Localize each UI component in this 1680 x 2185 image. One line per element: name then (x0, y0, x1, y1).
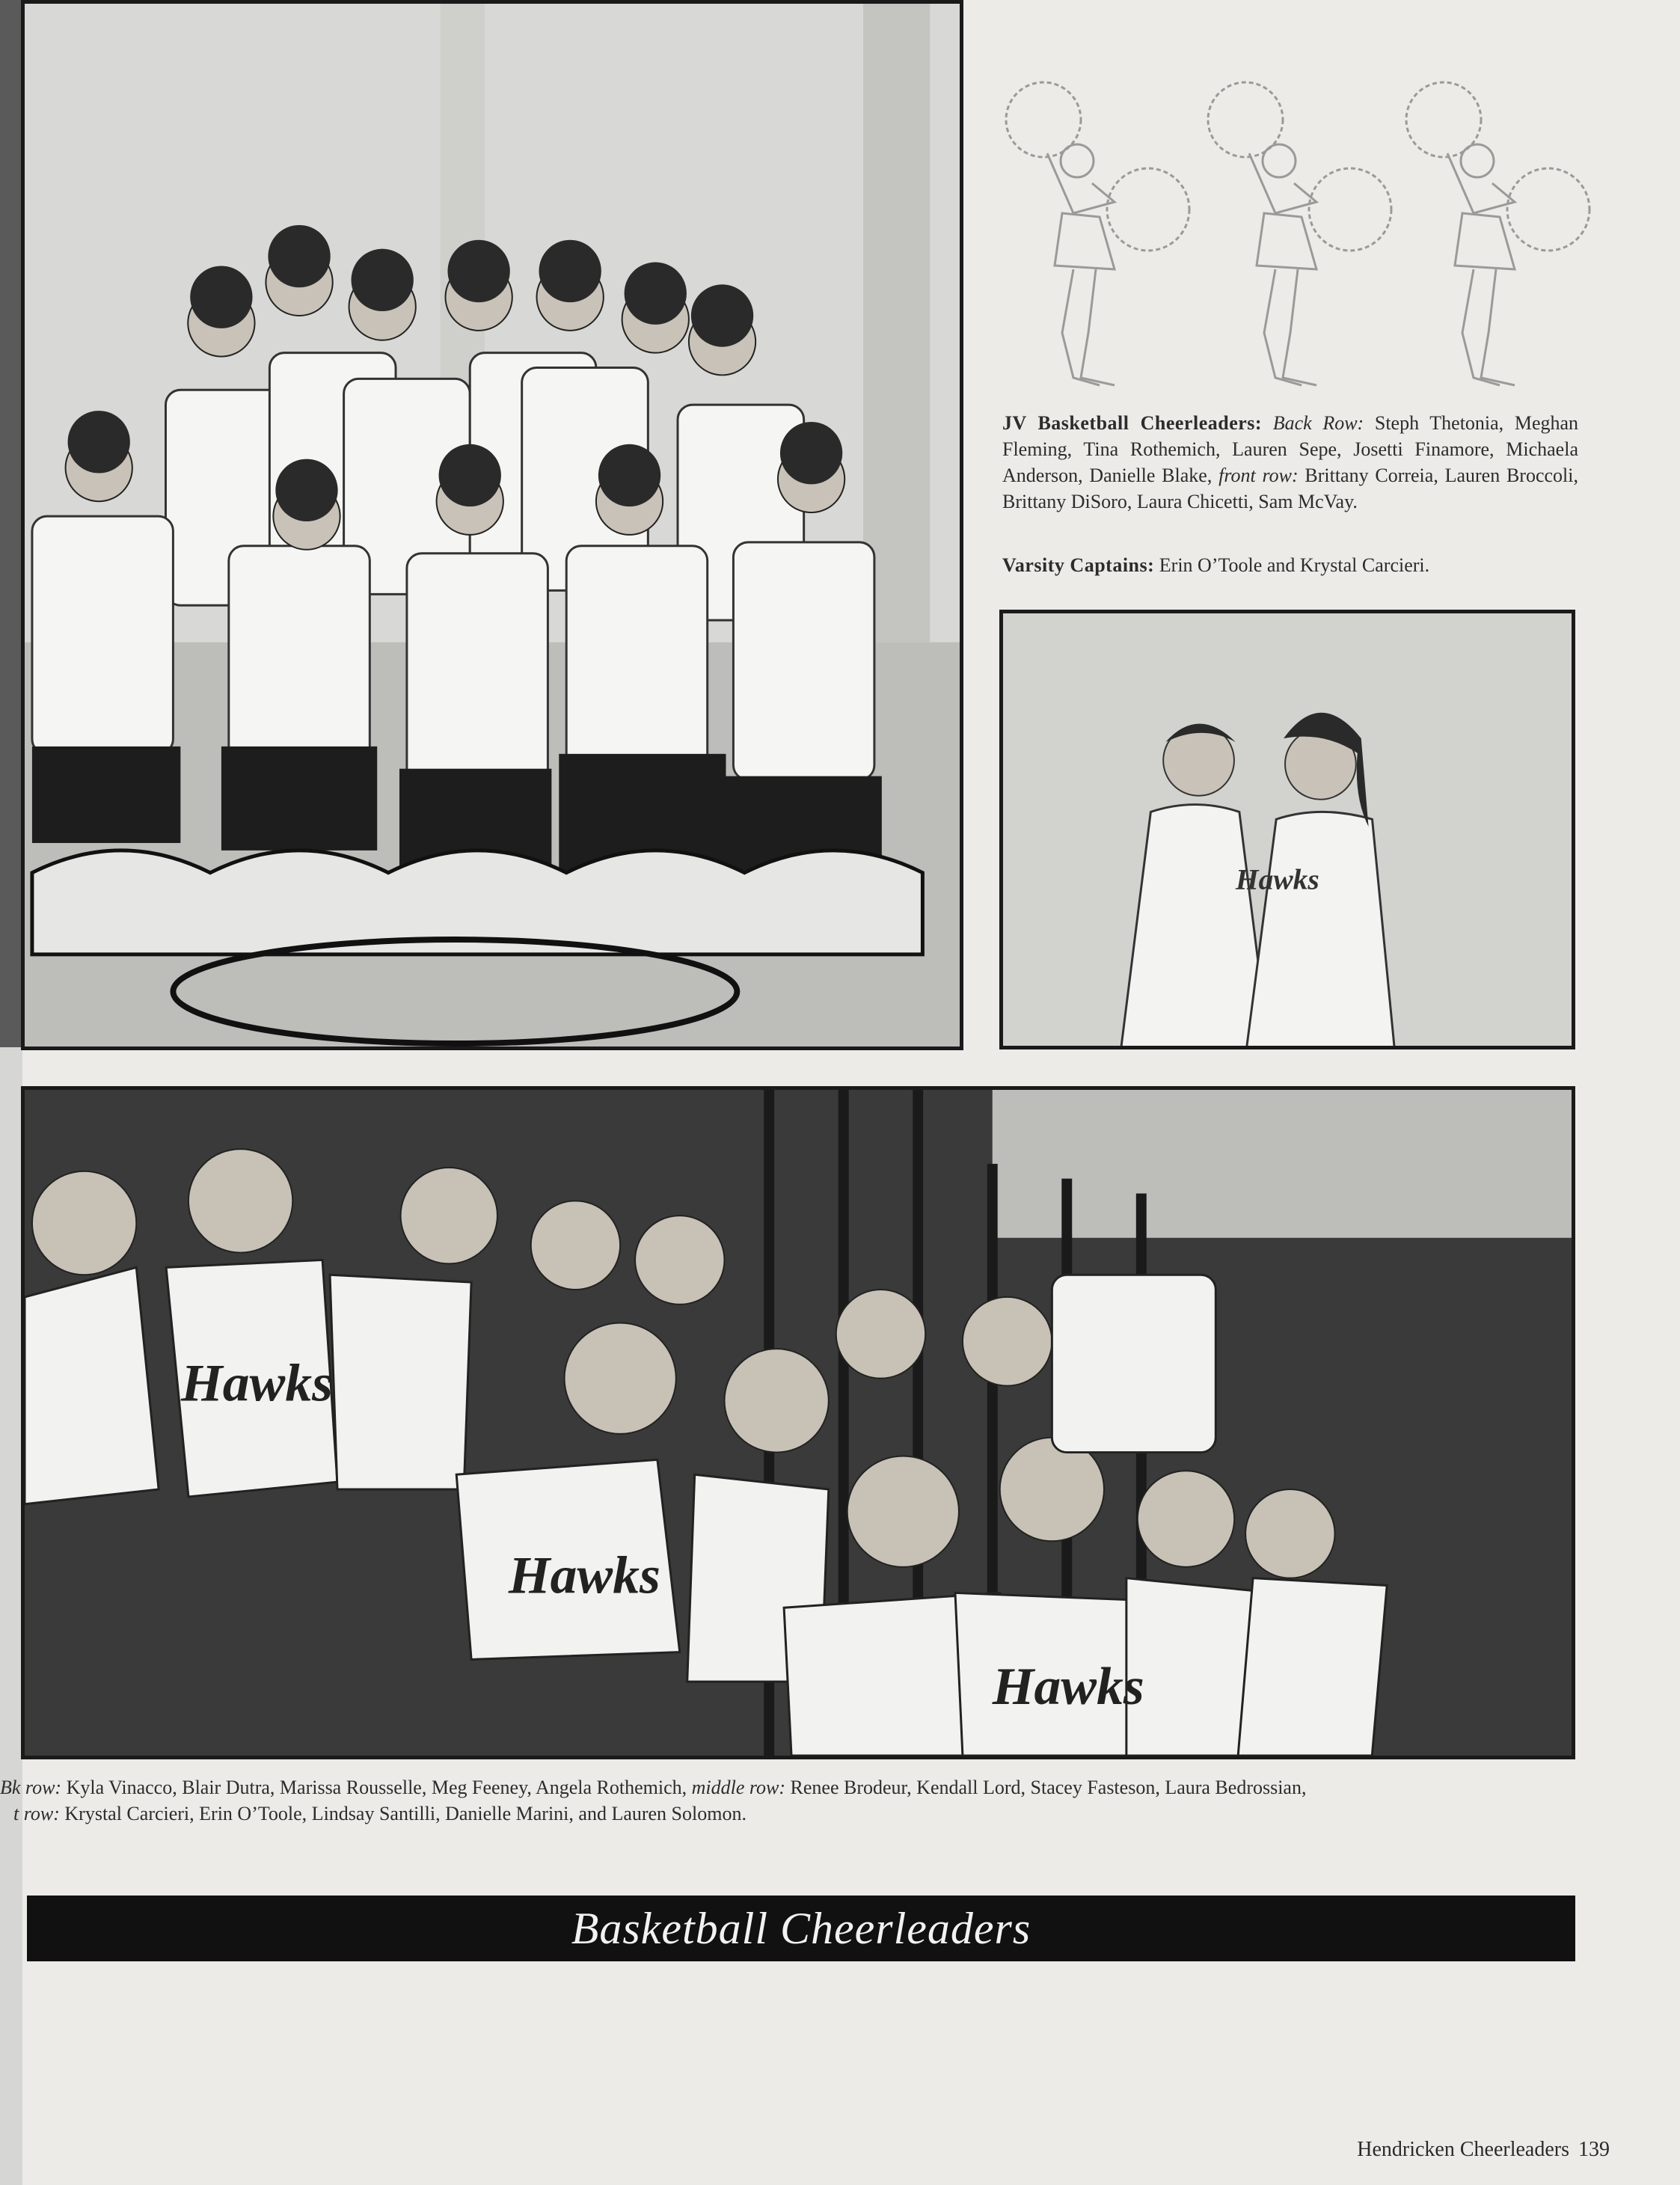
back-row-label-rest: k row: (11, 1777, 62, 1798)
varsity-group-photo (21, 1086, 1575, 1759)
captains-heading: Varsity Captains: (1002, 554, 1155, 576)
uniform-lettering-2: Hawks (508, 1545, 660, 1605)
jv-caption (1002, 410, 1578, 515)
cheerleader-illustration (1002, 71, 1616, 408)
jv-heading: JV Basketball Cheerleaders: (1002, 412, 1263, 434)
page-title: Basketball Cheerleaders (571, 1903, 1031, 1953)
group-caption-line2 (13, 1801, 747, 1827)
footer-section: Hendricken Cheerleaders (1357, 2138, 1569, 2161)
front-row-names: Brittany Correia, Lauren Broccoli, Brittany DiSoro, Laura Chicetti, Sam McVay. (1002, 465, 1578, 512)
section-title-bar (27, 1896, 1575, 1961)
squad-photo (21, 0, 963, 1050)
group-caption-line1 (0, 1774, 1306, 1801)
group-front-row: Krystal Carcieri, Erin O’Toole, Lindsay Santilli, Danielle Marini, and Lauren Solomon. (64, 1803, 747, 1824)
front-row-label: front row: (1218, 465, 1299, 486)
uniform-lettering-3: Hawks (992, 1656, 1144, 1716)
front-row-label-fragment: t row: (13, 1803, 60, 1824)
uniform-lettering: Hawks (1235, 862, 1319, 896)
page-footer (1357, 2138, 1610, 2162)
back-row-label-start: B (0, 1777, 12, 1798)
captains-caption (1002, 552, 1578, 578)
captains-photo (999, 610, 1575, 1049)
group-middle-row: Renee Brodeur, Kendall Lord, Stacey Fasteson, Laura Bedrossian, (790, 1777, 1307, 1798)
page-edge-light (0, 1047, 22, 2185)
back-row-label: Back Row: (1272, 412, 1364, 434)
page-number: 139 (1578, 2138, 1610, 2161)
middle-row-label: middle row: (691, 1777, 786, 1798)
uniform-lettering-1: Hawks (180, 1353, 334, 1413)
back-row-names: Steph Thetonia, Meghan Fleming, Tina Rothemich, Lauren Sepe, Josetti Finamore, Michaela Anderson, Danielle Blake, (1002, 412, 1579, 486)
group-back-row: Kyla Vinacco, Blair Dutra, Marissa Rousselle, Meg Feeney, Angela Rothemich, (66, 1777, 687, 1798)
captains-names: Erin O’Toole and Krystal Carcieri. (1159, 554, 1430, 576)
back-row-label-fragment (0, 1777, 61, 1798)
